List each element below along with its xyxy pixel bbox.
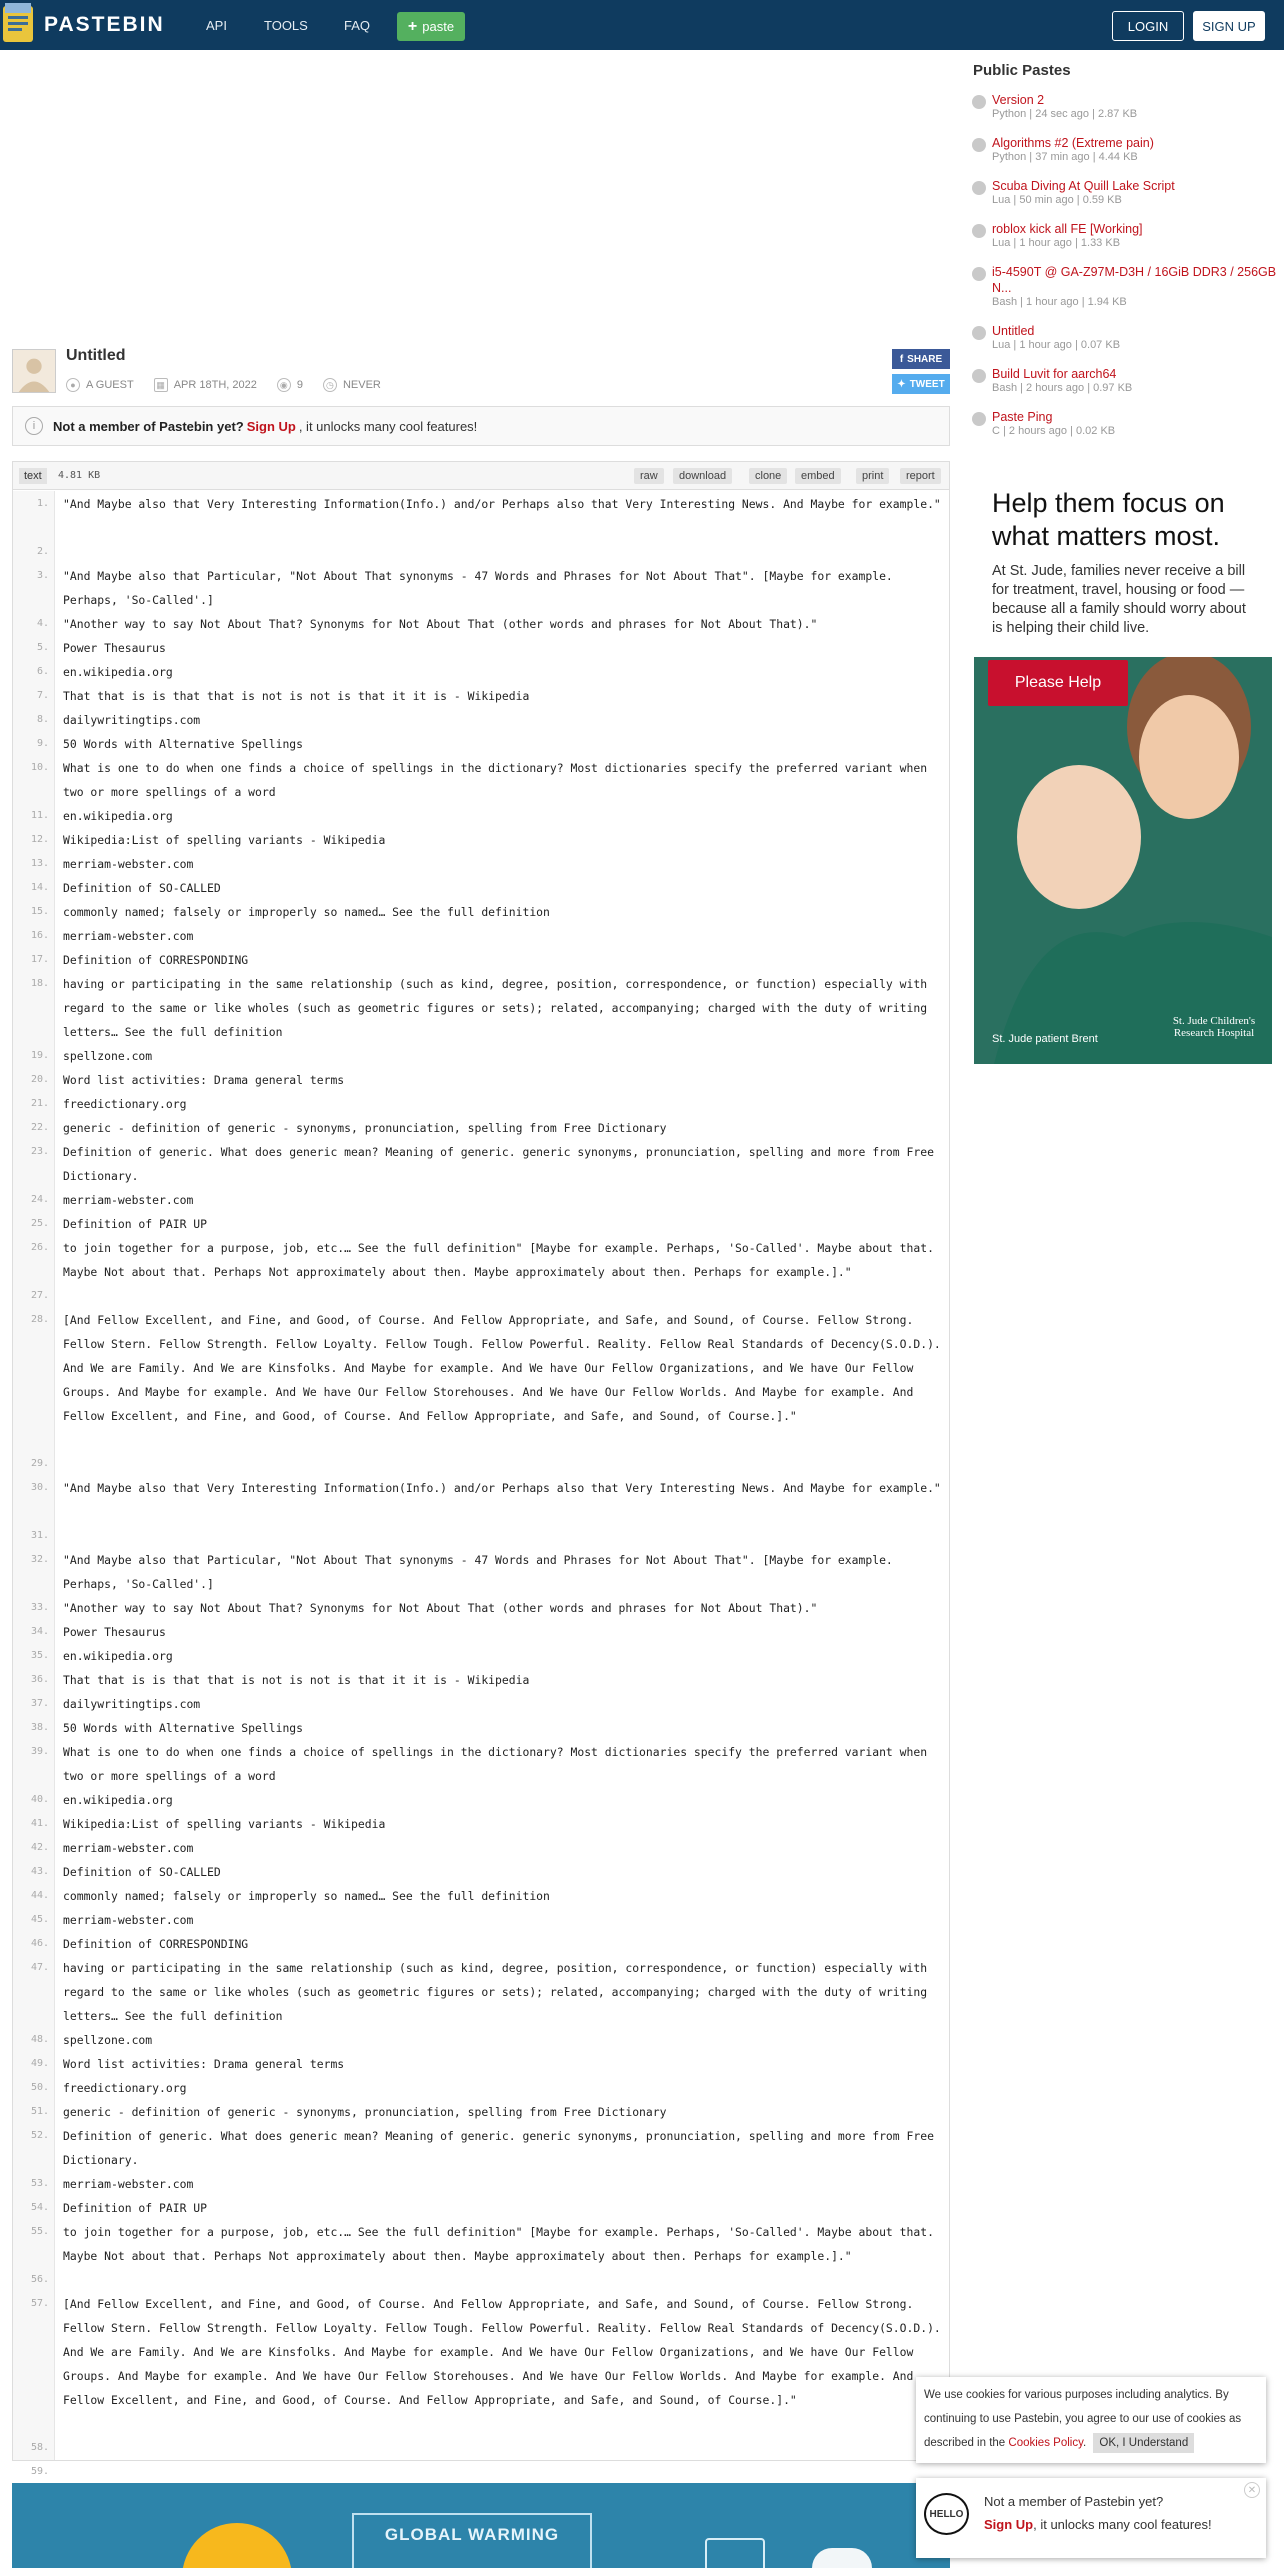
nav-faq[interactable]: FAQ [344,18,371,33]
globe-icon [972,95,986,109]
line-number: 13. [30,858,49,869]
line-number: 12. [30,834,49,845]
line-number: 47. [30,1962,49,1973]
line-text: en.wikipedia.org [63,665,173,679]
line-number: 40. [30,1794,49,1805]
report-button[interactable]: report [900,468,941,484]
line-number: 1. [36,498,49,509]
line-number: 34. [30,1626,49,1637]
code-line [13,2028,951,2052]
code-line [13,876,951,900]
user-icon: ● [66,378,80,392]
line-number: 9. [36,738,49,749]
line-text: Definition of PAIR UP [63,2201,208,2215]
line-text: [And Fellow Excellent, and Fine, and Good, of Course. And Fellow Appropriate, and Safe, and Sound, of Course. Fellow Strong. Fellow Stern. Fellow Strength. Fellow Loyalty. Fellow Tough. Fellow Powerful. Reality. Fellow Real Standards of Decency(S.O.D.). And We are Family. And We are Kinsfolks. And Maybe for example. And We have Our Fellow Organizations, and We have Our Fellow Groups. And Maybe for example. And We have Our Fellow Storehouses. And We have Our Fellow Worlds. And Maybe for example. And Fellow Excellent, and Fine, and Good, of Course. And Fellow Appropriate, and Safe, and Sound, of Course.]." [63,2297,941,2407]
code-line [13,564,951,612]
tweet-label: TWEET [909,378,945,390]
nav-tools[interactable]: TOOLS [264,18,308,33]
line-text: freedictionary.org [63,1097,187,1111]
line-number: 51. [30,2106,49,2117]
line-number: 49. [30,2058,49,2069]
globe-icon [972,369,986,383]
line-number: 19. [30,1050,49,1061]
line-number: 55. [30,2226,49,2237]
public-paste-meta: Python | 37 min ago | 4.44 KB [992,151,1138,163]
line-number: 14. [30,882,49,893]
code-line [13,2436,951,2460]
code-line [13,1716,951,1740]
cloud-icon [812,2548,872,2568]
line-text: commonly named; falsely or improperly so named… See the full definition [63,905,550,919]
stjude-caption: St. Jude patient Brent [992,1033,1098,1045]
line-text: "Another way to say Not About That? Synonyms for Not About That (other words and phrases for Not About That)." [63,1601,818,1615]
line-text: merriam-webster.com [63,2177,194,2191]
code-line [13,2268,951,2292]
code-line [13,1932,951,1956]
line-number: 21. [30,1098,49,1109]
code-line [13,1668,951,1692]
line-text: "And Maybe also that Particular, "Not About That synonyms - 47 Words and Phrases for Not About That". [Maybe for example. Perhaps, 'So-Called'.] [63,569,893,607]
globe-icon [972,267,986,281]
line-text: spellzone.com [63,2033,153,2047]
public-paste-title[interactable]: Scuba Diving At Quill Lake Script [992,179,1175,193]
public-paste-meta: Lua | 1 hour ago | 0.07 KB [992,339,1121,351]
code-line [13,1116,951,1140]
popup-signup-line [984,2517,1212,2532]
twitter-icon: ✦ [897,378,906,390]
globe-icon [972,326,986,340]
globe-icon [972,181,986,195]
line-number: 15. [30,906,49,917]
line-text: "And Maybe also that Very Interesting Information(Info.) and/or Perhaps also that Very Interesting News. And Maybe for example." [63,1481,941,1495]
code-line [13,1092,951,1116]
stjude-headline: Help them focus on what matters most. [992,488,1225,551]
line-text: to join together for a purpose, job, etc.… See the full definition" [Maybe for example. Perhaps, 'So-Called'. Maybe about that. Maybe Not about that. Perhaps Not approximately about then. Maybe approximately about then. Perhaps for example.]." [63,1241,934,1279]
please-help-button[interactable]: Please Help [988,660,1128,706]
code-line [13,1548,951,1596]
line-text: That that is is that that is not is not is that it it is - Wikipedia [63,689,530,703]
line-text: Wikipedia:List of spelling variants - Wikipedia [63,833,386,847]
bottom-ad[interactable] [12,2483,950,2568]
stjude-body: At St. Jude, families never receive a bill for treatment, travel, housing or food — because all a family should worry about is helping their child live. [992,563,1246,636]
code-line [13,2172,951,2196]
line-text: en.wikipedia.org [63,1649,173,1663]
public-pastes-title: Public Pastes [973,62,1071,79]
code-line [13,1884,951,1908]
code-line [13,900,951,924]
paste-title: Untitled [66,347,126,364]
line-number: 56. [30,2274,49,2285]
line-number: 24. [30,1194,49,1205]
globe-icon [972,224,986,238]
code-line [13,828,951,852]
login-button[interactable]: LOGIN [1112,11,1184,41]
line-number: 44. [30,1890,49,1901]
thermometer-icon [705,2538,765,2568]
code-line [13,2196,951,2220]
code-line [13,1644,951,1668]
code-line [13,2292,951,2436]
code-line [13,948,951,972]
line-number: 2. [36,546,49,557]
paste-expiry: NEVER [342,379,381,391]
embed-button[interactable]: embed [795,468,841,484]
code-line [13,636,951,660]
clock-icon: ◷ [323,378,337,392]
code-line [13,708,951,732]
top-ad-slot [0,50,958,340]
globe-icon [972,138,986,152]
code-line [13,1476,951,1524]
line-text: Wikipedia:List of spelling variants - Wikipedia [63,1817,386,1831]
nav-api[interactable]: API [206,18,227,33]
line-text: 50 Words with Alternative Spellings [63,737,304,751]
share-label: SHARE [907,353,943,365]
line-text: generic - definition of generic - synonyms, pronunciation, spelling from Free Dictionary [63,2105,667,2119]
line-text: en.wikipedia.org [63,809,173,823]
line-text: having or participating in the same relationship (such as kind, degree, position, correspondence, or function) especially with regard to the same or like wholes (such as geometric figures or sets); related, accompanying; charged with the duty of writing letters… See the full definition [63,1961,928,2023]
paste-meta [66,378,381,392]
line-number: 29. [30,1458,49,1469]
popup-signup-link[interactable]: Sign Up [984,2517,1034,2532]
line-text: Word list activities: Drama general terms [63,2057,345,2071]
line-text: dailywritingtips.com [63,713,201,727]
line-text: Definition of generic. What does generic mean? Meaning of generic. generic synonyms, pronunciation, spelling and more from Free Dictionary. [63,2129,934,2167]
code-toolbar [13,462,949,490]
line-number: 25. [30,1218,49,1229]
notice-bold: Not a member of Pastebin yet? [53,418,244,434]
notice-rest: , it unlocks many cool features! [298,418,478,434]
line-text: dailywritingtips.com [63,1697,201,1711]
code-line [13,660,951,684]
line-text: "And Maybe also that Very Interesting Information(Info.) and/or Perhaps also that Very Interesting News. And Maybe for example." [63,497,941,511]
code-line [13,756,951,804]
code-line [13,1788,951,1812]
public-paste-meta: Lua | 1 hour ago | 1.33 KB [992,237,1121,249]
line-number: 41. [30,1818,49,1829]
code-line [13,1188,951,1212]
cookie-text: We use cookies for various purposes including analytics. By continuing to use Pastebin, you agree to our use of cookies as described in the [924,2389,1242,2449]
line-number: 52. [30,2130,49,2141]
guest-avatar [12,349,56,393]
line-number: 35. [30,1650,49,1661]
code-line [13,972,951,1044]
clone-button[interactable]: clone [749,468,787,484]
notice-signup-link[interactable]: Sign Up [246,418,296,434]
hello-badge-icon: HELLO [924,2493,969,2535]
line-number: 58. [30,2442,49,2453]
line-text: merriam-webster.com [63,857,194,871]
line-text: 50 Words with Alternative Spellings [63,1721,304,1735]
code-line [13,2460,951,2484]
line-number: 33. [30,1602,49,1613]
code-line [13,852,951,876]
public-paste-meta: Bash | 2 hours ago | 0.97 KB [992,382,1133,394]
line-text: merriam-webster.com [63,1841,194,1855]
line-text: Definition of CORRESPONDING [63,953,249,967]
global-warming-box [352,2513,592,2568]
line-number: 31. [30,1530,49,1541]
line-number: 26. [30,1242,49,1253]
line-text: Definition of PAIR UP [63,1217,208,1231]
code-line [13,2052,951,2076]
stjude-logo: St. Jude Children's Research Hospital [1172,1015,1256,1039]
line-number: 28. [30,1314,49,1325]
pastebin-logo-icon[interactable] [2,2,36,44]
code-line [13,1044,951,1068]
line-text: freedictionary.org [63,2081,187,2095]
code-line [13,804,951,828]
stjude-ad[interactable] [974,467,1272,1064]
line-number: 46. [30,1938,49,1949]
line-number: 3. [36,570,49,581]
cookie-banner: We use cookies for various purposes including analytics. By continuing to use Pastebin, you agree to our use of cookies as described in the Cookies Policy. OK, I Understand [916,2377,1266,2463]
public-paste-title[interactable]: Algorithms #2 (Extreme pain) [992,136,1154,150]
line-text: merriam-webster.com [63,1913,194,1927]
popup-question: Not a member of Pastebin yet? [984,2494,1164,2509]
print-button[interactable]: print [856,468,889,484]
line-number: 16. [30,930,49,941]
line-text: en.wikipedia.org [63,1793,173,1807]
info-icon: i [25,417,43,435]
line-text: [And Fellow Excellent, and Fine, and Good, of Course. And Fellow Appropriate, and Safe, and Sound, of Course. Fellow Strong. Fellow Stern. Fellow Strength. Fellow Loyalty. Fellow Tough. Fellow Powerful. Reality. Fellow Real Standards of Decency(S.O.D.). And We are Family. And We are Kinsfolks. And Maybe for example. And We have Our Fellow Organizations, and We have Our Fellow Groups. And Maybe for example. And We have Our Fellow Storehouses. And We have Our Fellow Worlds. And Maybe for example. And Fellow Excellent, and Fine, and Good, of Course. And Fellow Appropriate, and Safe, and Sound, of Course.]." [63,1313,941,1423]
line-text: merriam-webster.com [63,929,194,943]
code-line [13,2220,951,2268]
public-paste-title[interactable]: roblox kick all FE [Working] [992,222,1143,236]
popup-rest: , it unlocks many cool features! [1033,2517,1212,2532]
code-line [13,2124,951,2172]
code-line [13,1836,951,1860]
line-text: "And Maybe also that Particular, "Not About That synonyms - 47 Words and Phrases for Not About That". [Maybe for example. Perhaps, 'So-Called'.] [63,1553,893,1591]
paste-author[interactable]: A GUEST [86,379,134,391]
line-number: 18. [30,978,49,989]
twitter-tweet-button[interactable] [892,374,950,394]
eye-icon: ◉ [277,378,291,392]
line-number: 20. [30,1074,49,1085]
raw-button[interactable]: raw [634,468,664,484]
line-text: Definition of SO-CALLED [63,1865,221,1879]
paste-size: 4.81 KB [58,470,101,481]
line-number: 11. [30,810,49,821]
public-paste-title[interactable]: Untitled [992,324,1035,338]
cookie-accept-button[interactable]: OK, I Understand [1093,2433,1194,2453]
public-paste-meta: C | 2 hours ago | 0.02 KB [992,425,1116,437]
line-text: spellzone.com [63,1049,153,1063]
line-number: 5. [36,642,49,653]
line-text: merriam-webster.com [63,1193,194,1207]
line-number: 42. [30,1842,49,1853]
paste-info [12,347,950,401]
code-line [13,2076,951,2100]
line-text: Power Thesaurus [63,641,166,655]
global-warming-title: GLOBAL WARMING [384,2525,560,2544]
line-number: 32. [30,1554,49,1565]
line-text: What is one to do when one finds a choice of spellings in the dictionary? Most dictionaries specify the preferred variant when two or more spellings of a word [63,761,928,799]
line-number: 38. [30,1722,49,1733]
code-line [13,1620,951,1644]
line-number: 48. [30,2034,49,2045]
code-line [13,924,951,948]
code-line [13,1068,951,1092]
code-line [13,1596,951,1620]
line-text: generic - definition of generic - synonyms, pronunciation, spelling from Free Dictionary [63,1121,667,1135]
code-line [13,1452,951,1476]
plus-icon: + [407,17,418,35]
paste-code-box [12,461,950,2477]
line-number: 22. [30,1122,49,1133]
line-number: 54. [30,2202,49,2213]
code-line [13,1908,951,1932]
line-number: 45. [30,1914,49,1925]
syntax-language-tag[interactable]: text [19,468,47,484]
line-text: to join together for a purpose, job, etc.… See the full definition" [Maybe for example. Perhaps, 'So-Called'. Maybe about that. Maybe Not about that. Perhaps Not approximately about then. Maybe approximately about then. Perhaps for example.]." [63,2225,934,2263]
line-number: 23. [30,1146,49,1157]
line-text: Word list activities: Drama general terms [63,1073,345,1087]
public-paste-title[interactable]: Build Luvit for aarch64 [992,367,1117,381]
public-paste-title[interactable]: Paste Ping [992,410,1053,424]
facebook-icon: f [899,353,904,365]
code-line [13,1740,951,1788]
code-line [13,612,951,636]
code-line [13,1308,951,1452]
code-line [13,1692,951,1716]
code-line [13,1956,951,2028]
paste-date: APR 18TH, 2022 [173,379,257,391]
line-number: 4. [36,618,49,629]
public-paste-meta: Bash | 1 hour ago | 1.94 KB [992,296,1127,308]
public-paste-title[interactable]: i5-4590T @ GA-Z97M-D3H / 16GiB DDR3 / 256GB N... [992,265,1277,295]
line-text: What is one to do when one finds a choice of spellings in the dictionary? Most dictionaries specify the preferred variant when two or more spellings of a word [63,1745,928,1783]
line-number: 10. [30,762,49,773]
code-line [13,1812,951,1836]
line-text: That that is is that that is not is not is that it it is - Wikipedia [63,1673,530,1687]
code-line [13,2100,951,2124]
code-line [13,492,951,540]
line-number: 36. [30,1674,49,1685]
brand-name[interactable]: PASTEBIN [44,13,165,36]
code-line [13,1212,951,1236]
sun-icon [182,2523,292,2568]
top-header [0,0,1284,50]
line-text: "Another way to say Not About That? Synonyms for Not About That (other words and phrases for Not About That)." [63,617,818,631]
code-line [13,1140,951,1188]
code-line [13,684,951,708]
new-paste-label: paste [422,19,455,34]
facebook-share-button[interactable] [892,349,950,369]
line-number: 59. [30,2466,49,2477]
line-number: 39. [30,1746,49,1757]
paste-views: 9 [296,379,303,391]
public-paste-title[interactable]: Version 2 [992,93,1045,107]
line-text: Definition of SO-CALLED [63,881,221,895]
signup-button[interactable]: SIGN UP [1193,11,1265,41]
code-line [13,1284,951,1308]
cookies-policy-link[interactable]: Cookies Policy [1008,2437,1083,2449]
line-text: commonly named; falsely or improperly so named… See the full definition [63,1889,550,1903]
code-line [13,732,951,756]
line-text: Definition of generic. What does generic mean? Meaning of generic. generic synonyms, pronunciation, spelling and more from Free Dictionary. [63,1145,934,1183]
code-line [13,1524,951,1548]
line-number: 30. [30,1482,49,1493]
close-icon[interactable]: ✕ [1244,2482,1260,2498]
public-paste-meta: Lua | 50 min ago | 0.59 KB [992,194,1122,206]
line-number: 43. [30,1866,49,1877]
new-paste-button[interactable] [397,12,465,41]
line-number: 6. [36,666,49,677]
line-number: 7. [36,690,49,701]
line-text: Power Thesaurus [63,1625,166,1639]
line-number: 37. [30,1698,49,1709]
line-number: 53. [30,2178,49,2189]
line-number: 57. [30,2298,49,2309]
line-text: Definition of CORRESPONDING [63,1937,249,1951]
signup-popup [916,2478,1266,2558]
public-paste-meta: Python | 24 sec ago | 2.87 KB [992,108,1138,120]
code-line [13,540,951,564]
globe-icon [972,412,986,426]
code-line [13,1860,951,1884]
calendar-icon: ▦ [154,378,168,392]
signup-notice [12,406,950,446]
line-number: 50. [30,2082,49,2093]
download-button[interactable]: download [673,468,732,484]
code-line [13,1236,951,1284]
line-number: 17. [30,954,49,965]
line-number: 27. [30,1290,49,1301]
line-number: 8. [36,714,49,725]
line-text: having or participating in the same relationship (such as kind, degree, position, correspondence, or function) especially with regard to the same or like wholes (such as geometric figures or sets); related, accompanying; charged with the duty of writing letters… See the full definition [63,977,928,1039]
